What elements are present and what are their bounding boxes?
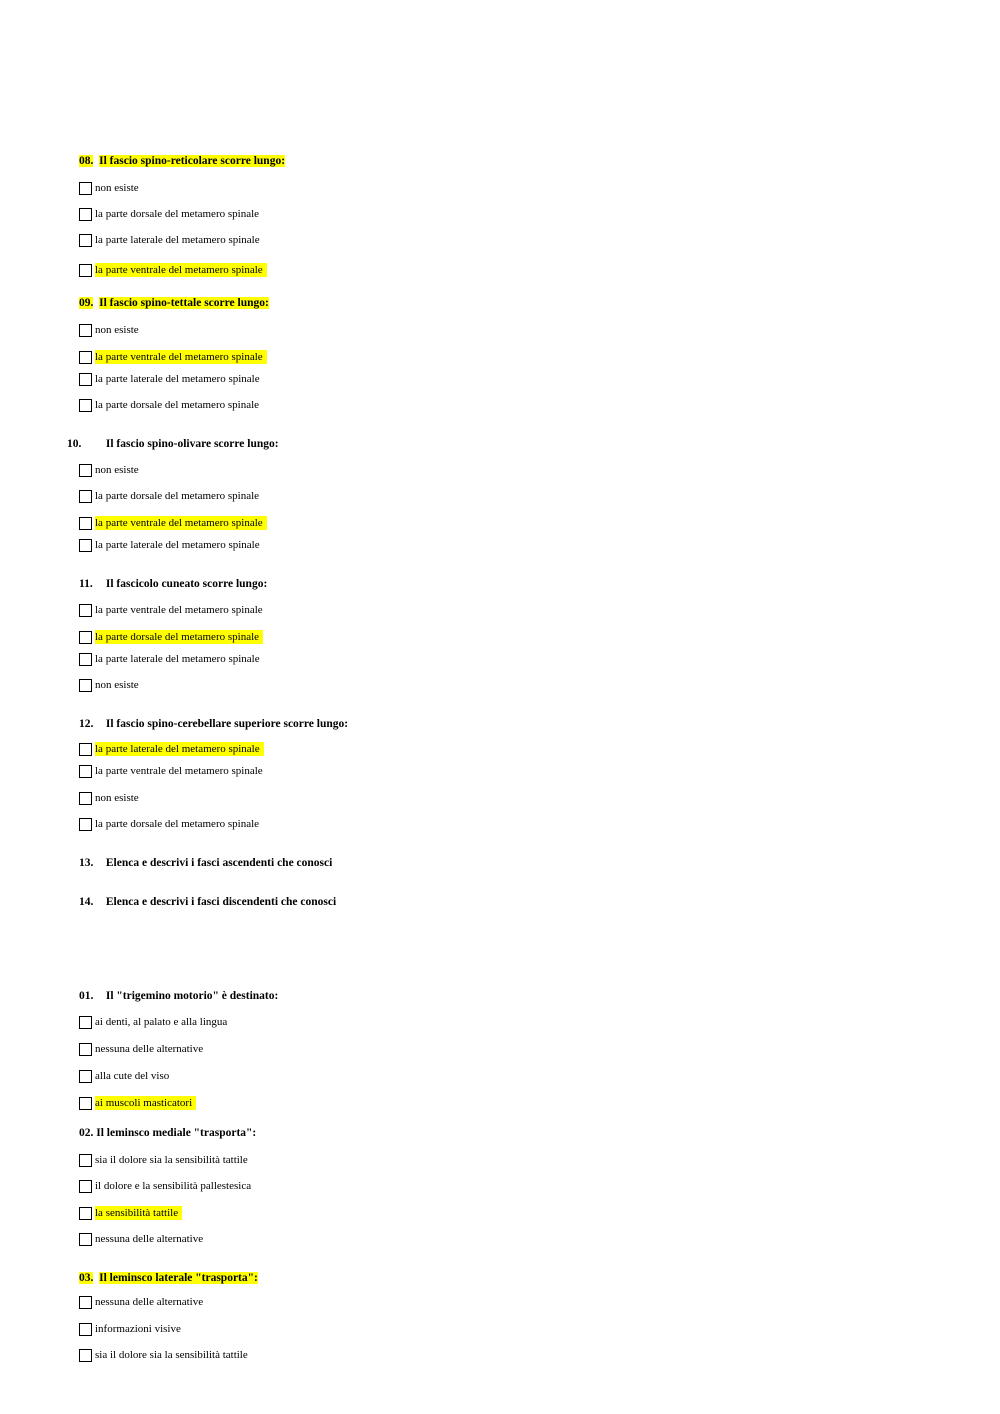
checkbox[interactable]: [79, 517, 92, 530]
option-10-d[interactable]: la parte laterale del metamero spinale: [79, 537, 264, 553]
option-01-a[interactable]: ai denti, al palato e alla lingua: [79, 1014, 231, 1030]
question-02-title: [79, 1127, 256, 1139]
question-text: Elenca e descrivi i fasci discendenti che conosci: [105, 896, 337, 908]
question-number: 12.: [79, 718, 94, 730]
question-number: 13.: [79, 857, 94, 869]
checkbox[interactable]: [79, 818, 92, 831]
question-08-title: [79, 155, 285, 167]
checkbox[interactable]: [79, 1296, 92, 1309]
checkbox[interactable]: [79, 1070, 92, 1083]
checkbox[interactable]: [79, 373, 92, 386]
option-09-d[interactable]: la parte dorsale del metamero spinale: [79, 397, 263, 413]
option-03-b[interactable]: informazioni visive: [79, 1321, 185, 1337]
option-08-c[interactable]: la parte laterale del metamero spinale: [79, 232, 264, 248]
question-13-title: [79, 857, 332, 869]
checkbox[interactable]: [79, 264, 92, 277]
question-09-title: [79, 297, 269, 309]
question-text: Il fascicolo cuneato scorre lungo:: [105, 578, 268, 590]
option-11-c[interactable]: la parte laterale del metamero spinale: [79, 651, 264, 667]
checkbox[interactable]: [79, 1349, 92, 1362]
question-number: 09.: [79, 297, 94, 309]
question-12-title: [79, 718, 348, 730]
option-08-d[interactable]: la parte ventrale del metamero spinale: [79, 262, 267, 278]
checkbox[interactable]: [79, 1180, 92, 1193]
option-03-c[interactable]: sia il dolore sia la sensibilità tattile: [79, 1347, 252, 1363]
question-number: 14.: [79, 896, 94, 908]
checkbox[interactable]: [79, 351, 92, 364]
checkbox[interactable]: [79, 604, 92, 617]
option-12-d[interactable]: la parte dorsale del metamero spinale: [79, 816, 263, 832]
question-text: Il fascio spino-tettale scorre lungo:: [99, 297, 269, 309]
question-14-title: [79, 896, 336, 908]
option-12-b[interactable]: la parte ventrale del metamero spinale: [79, 763, 267, 779]
question-number: 11.: [79, 578, 93, 590]
checkbox[interactable]: [79, 1097, 92, 1110]
question-text: Il leminsco laterale "trasporta":: [99, 1272, 258, 1284]
checkbox[interactable]: [79, 324, 92, 337]
checkbox[interactable]: [79, 1016, 92, 1029]
checkbox[interactable]: [79, 679, 92, 692]
question-03-title: [79, 1272, 258, 1284]
option-10-c[interactable]: la parte ventrale del metamero spinale: [79, 515, 267, 531]
option-12-a[interactable]: la parte laterale del metamero spinale: [79, 741, 264, 757]
question-number: 10.: [67, 438, 82, 450]
option-09-a[interactable]: non esiste: [79, 322, 143, 338]
checkbox[interactable]: [79, 631, 92, 644]
option-10-a[interactable]: non esiste: [79, 462, 143, 478]
question-text: Il fascio spino-reticolare scorre lungo:: [99, 155, 286, 167]
option-10-b[interactable]: la parte dorsale del metamero spinale: [79, 488, 263, 504]
question-text: Il leminsco mediale "trasporta":: [96, 1127, 257, 1139]
option-02-d[interactable]: nessuna delle alternative: [79, 1231, 207, 1247]
question-number: 08.: [79, 155, 94, 167]
checkbox[interactable]: [79, 1207, 92, 1220]
option-12-c[interactable]: non esiste: [79, 790, 143, 806]
question-text: Il "trigemino motorio" è destinato:: [105, 990, 279, 1002]
question-number: 01.: [79, 990, 94, 1002]
question-number: 03.: [79, 1272, 94, 1284]
option-01-b[interactable]: nessuna delle alternative: [79, 1041, 207, 1057]
checkbox[interactable]: [79, 182, 92, 195]
question-11-title: [79, 578, 267, 590]
checkbox[interactable]: [79, 490, 92, 503]
option-11-a[interactable]: la parte ventrale del metamero spinale: [79, 602, 267, 618]
option-08-a[interactable]: non esiste: [79, 180, 143, 196]
checkbox[interactable]: [79, 234, 92, 247]
option-02-a[interactable]: sia il dolore sia la sensibilità tattile: [79, 1152, 252, 1168]
option-01-d[interactable]: ai muscoli masticatori: [79, 1095, 196, 1111]
checkbox[interactable]: [79, 539, 92, 552]
option-11-b[interactable]: la parte dorsale del metamero spinale: [79, 629, 263, 645]
question-text: Elenca e descrivi i fasci ascendenti che conosci: [105, 857, 333, 869]
checkbox[interactable]: [79, 653, 92, 666]
checkbox[interactable]: [79, 208, 92, 221]
option-09-b[interactable]: la parte ventrale del metamero spinale: [79, 349, 267, 365]
option-03-a[interactable]: nessuna delle alternative: [79, 1294, 207, 1310]
checkbox[interactable]: [79, 792, 92, 805]
option-09-c[interactable]: la parte laterale del metamero spinale: [79, 371, 264, 387]
checkbox[interactable]: [79, 1323, 92, 1336]
checkbox[interactable]: [79, 399, 92, 412]
question-text: Il fascio spino-olivare scorre lungo:: [105, 438, 279, 450]
question-number: 02.: [79, 1127, 94, 1139]
option-08-b[interactable]: la parte dorsale del metamero spinale: [79, 206, 263, 222]
option-02-b[interactable]: il dolore e la sensibilità pallestesica: [79, 1178, 255, 1194]
question-text: Il fascio spino-cerebellare superiore scorre lungo:: [105, 718, 349, 730]
checkbox[interactable]: [79, 1233, 92, 1246]
option-11-d[interactable]: non esiste: [79, 677, 143, 693]
checkbox[interactable]: [79, 765, 92, 778]
question-01-title: [79, 990, 278, 1002]
option-02-c[interactable]: la sensibilità tattile: [79, 1205, 182, 1221]
checkbox[interactable]: [79, 1043, 92, 1056]
question-10-title: [67, 438, 279, 450]
checkbox[interactable]: [79, 743, 92, 756]
checkbox[interactable]: [79, 1154, 92, 1167]
checkbox[interactable]: [79, 464, 92, 477]
option-01-c[interactable]: alla cute del viso: [79, 1068, 173, 1084]
